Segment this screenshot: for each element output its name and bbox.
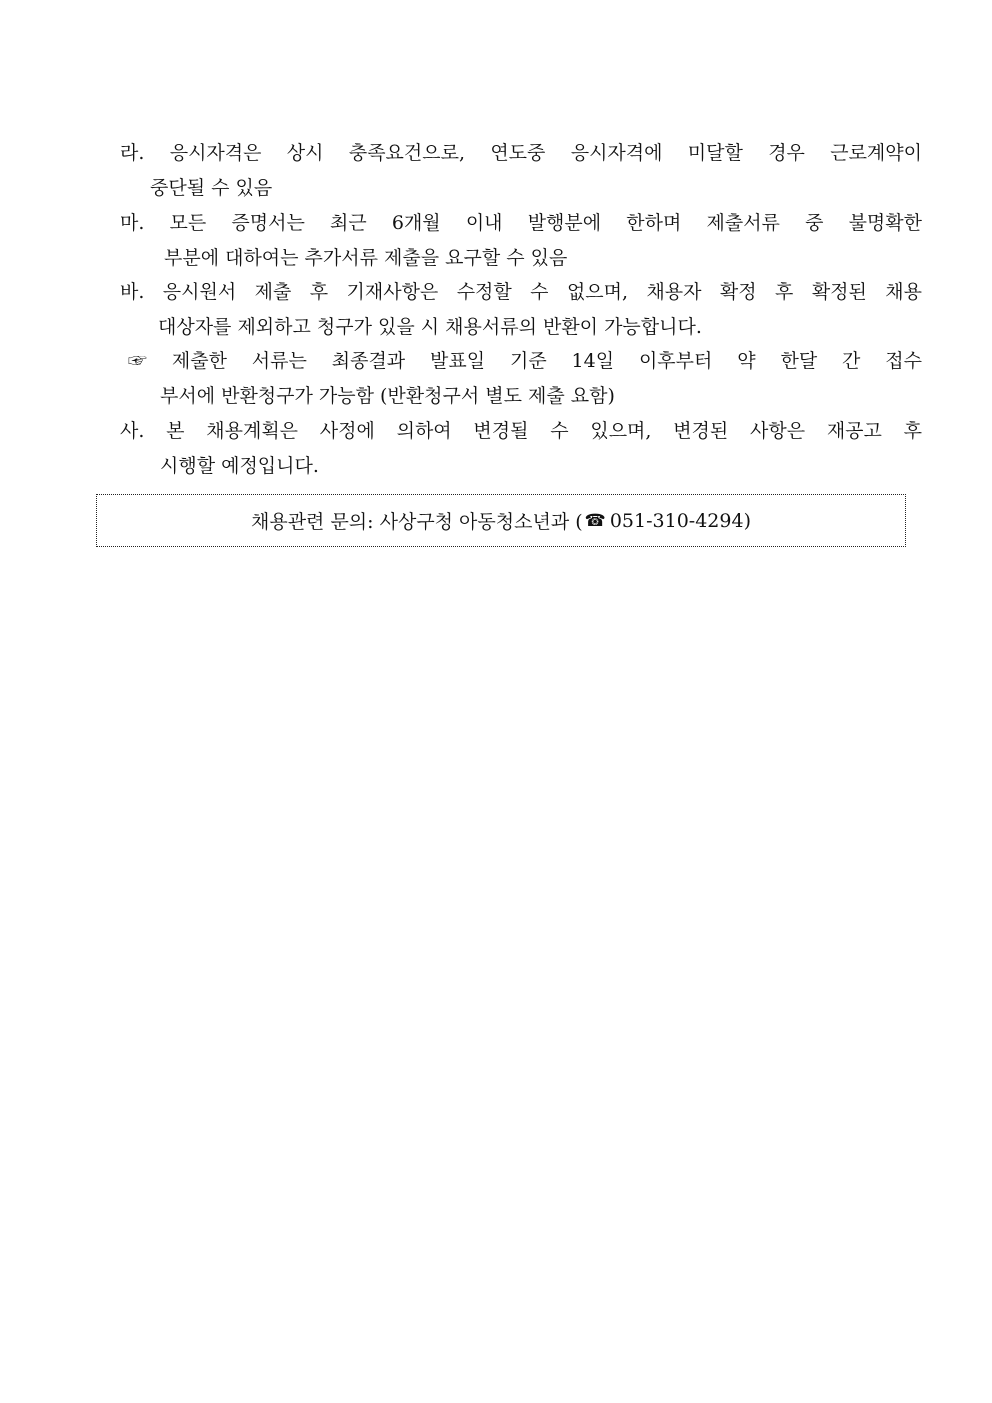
list-item-continuation: 중단될 수 있음 [150,177,273,199]
list-item-line: 라. 응시자격은 상시 충족요건으로, 연도중 응시자격에 미달할 경우 근로계약이 [120,142,922,164]
note-continuation: 부서에 반환청구가 가능함 (반환청구서 별도 제출 요함) [160,385,615,407]
contact-phone-number: 051-310-4294 [609,509,744,532]
telephone-icon: ☎ [584,510,606,531]
list-item-line: 마. 모든 증명서는 최근 6개월 이내 발행분에 한하며 제출서류 중 불명확한 [120,212,922,234]
list-item-line: 사. 본 채용계획은 사정에 의하여 변경될 수 있으며, 변경된 사항은 재공고 후 [120,420,922,442]
contact-close-paren: ) [743,509,751,532]
list-item-ma [120,206,922,276]
list-item-ra [120,136,922,206]
list-item-continuation: 부분에 대하여는 추가서류 제출을 요구할 수 있음 [164,247,568,269]
note-line: ☞ 제출한 서류는 최종결과 발표일 기준 14일 이후부터 약 한달 간 접수 [128,350,922,372]
note-item-return-request [120,344,922,414]
list-item-ba [120,275,922,345]
list-item-line: 바. 응시원서 제출 후 기재사항은 수정할 수 없으며, 채용자 확정 후 확정된 채용 [120,281,922,303]
contact-info-box [96,494,906,547]
list-item-continuation: 시행할 예정입니다. [160,455,319,477]
list-item-continuation: 대상자를 제외하고 청구가 있을 시 채용서류의 반환이 가능합니다. [158,316,702,338]
contact-label: 채용관련 문의: 사상구청 아동청소년과 ( [251,511,583,533]
list-item-sa [120,414,922,484]
